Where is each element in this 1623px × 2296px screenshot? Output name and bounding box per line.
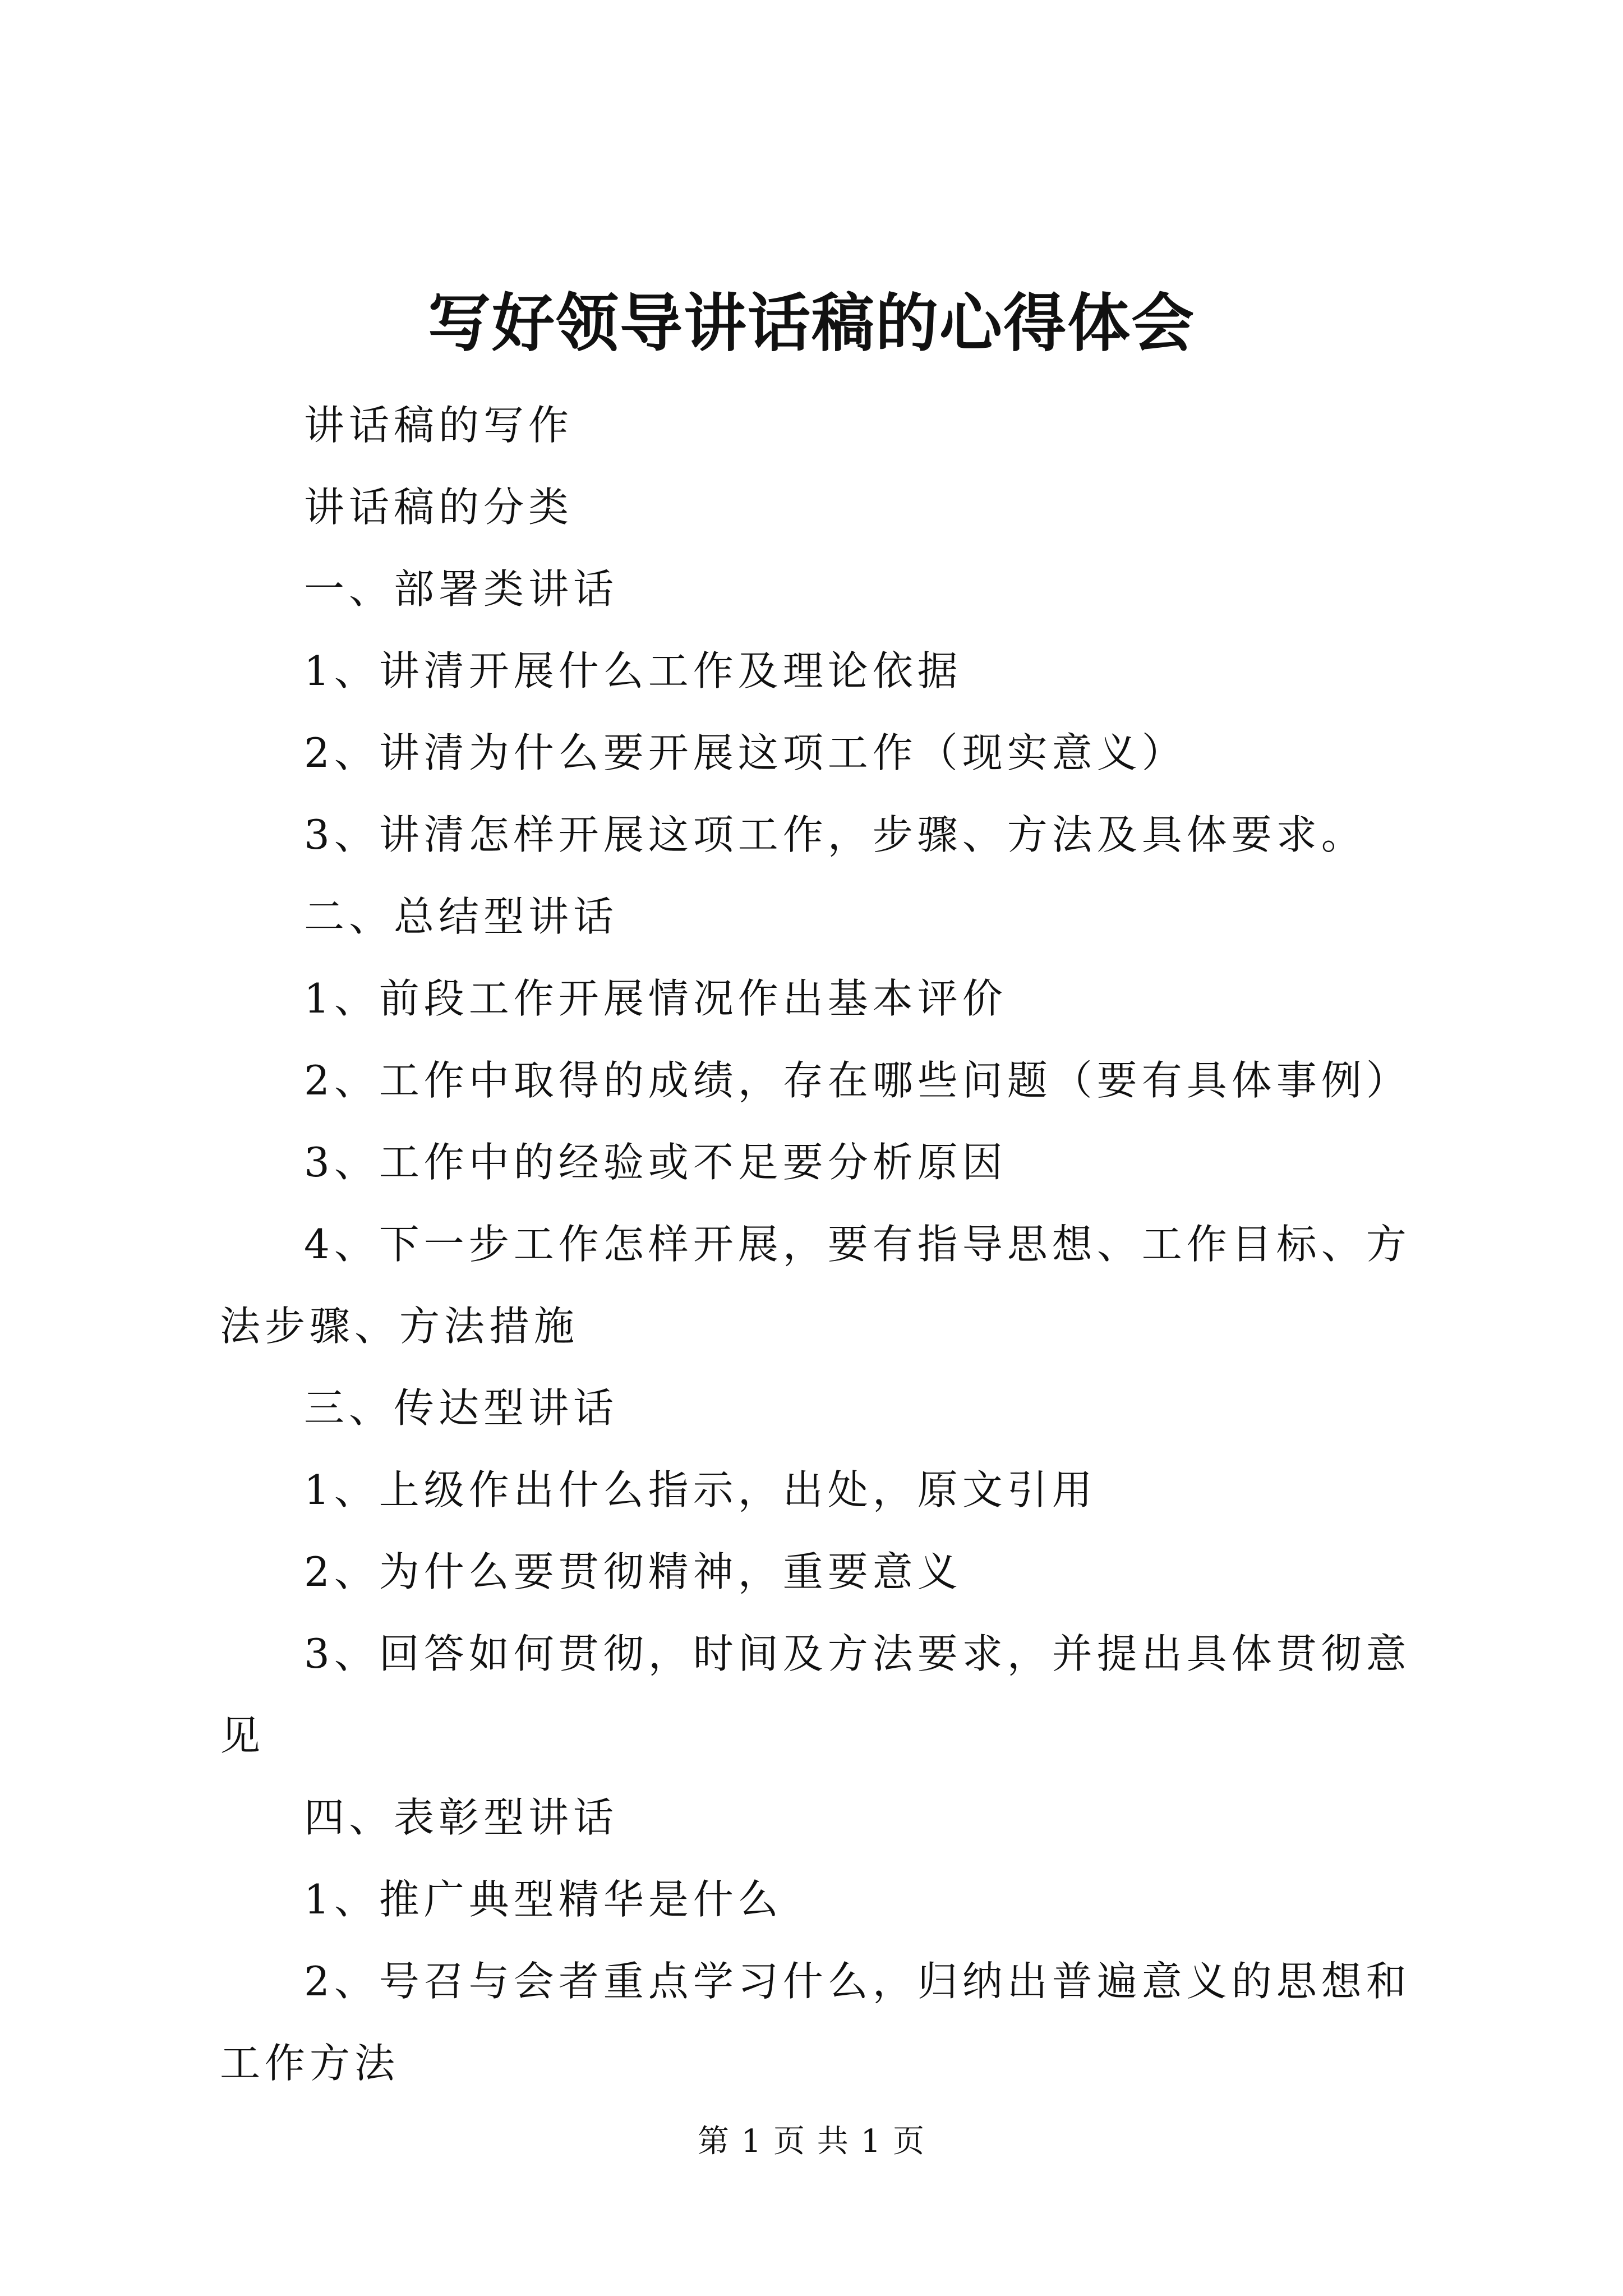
paragraph: 讲话稿的写作 [304,402,574,449]
list-item: 1、前段工作开展情况作出基本评价 [304,975,1007,1022]
document-title: 写好领导讲话稿的心得体会 [428,287,1195,360]
list-item: 3、回答如何贯彻，时间及方法要求，并提出具体贯彻意见 [220,1630,1411,1759]
section-heading: 四、表彰型讲话 [304,1794,619,1841]
list-item: 2、工作中取得的成绩，存在哪些问题（要有具体事例） [304,1057,1411,1104]
list-item: 4、下一步工作怎样开展，要有指导思想、工作目标、方法步骤、方法措施 [220,1221,1411,1350]
list-item: 3、讲清怎样开展这项工作，步骤、方法及具体要求。 [304,811,1366,858]
list-item: 1、讲清开展什么工作及理论依据 [304,647,962,694]
list-item: 2、为什么要贯彻精神，重要意义 [304,1548,962,1595]
section-heading: 二、总结型讲话 [304,893,619,940]
section-heading: 三、传达型讲话 [304,1384,619,1432]
document-body [220,384,1426,2104]
list-item: 1、上级作出什么指示，出处，原文引用 [304,1466,1097,1513]
list-item: 3、工作中的经验或不足要分析原因 [304,1139,1007,1186]
page-footer: 第 1 页 共 1 页 [697,2123,926,2160]
list-item: 2、讲清为什么要开展这项工作（现实意义） [304,729,1187,776]
section-heading: 一、部署类讲话 [304,565,619,613]
paragraph: 讲话稿的分类 [304,484,574,531]
list-item: 1、推广典型精华是什么 [304,1876,783,1923]
list-item: 2、号召与会者重点学习什么，归纳出普遍意义的思想和工作方法 [220,1958,1411,2087]
